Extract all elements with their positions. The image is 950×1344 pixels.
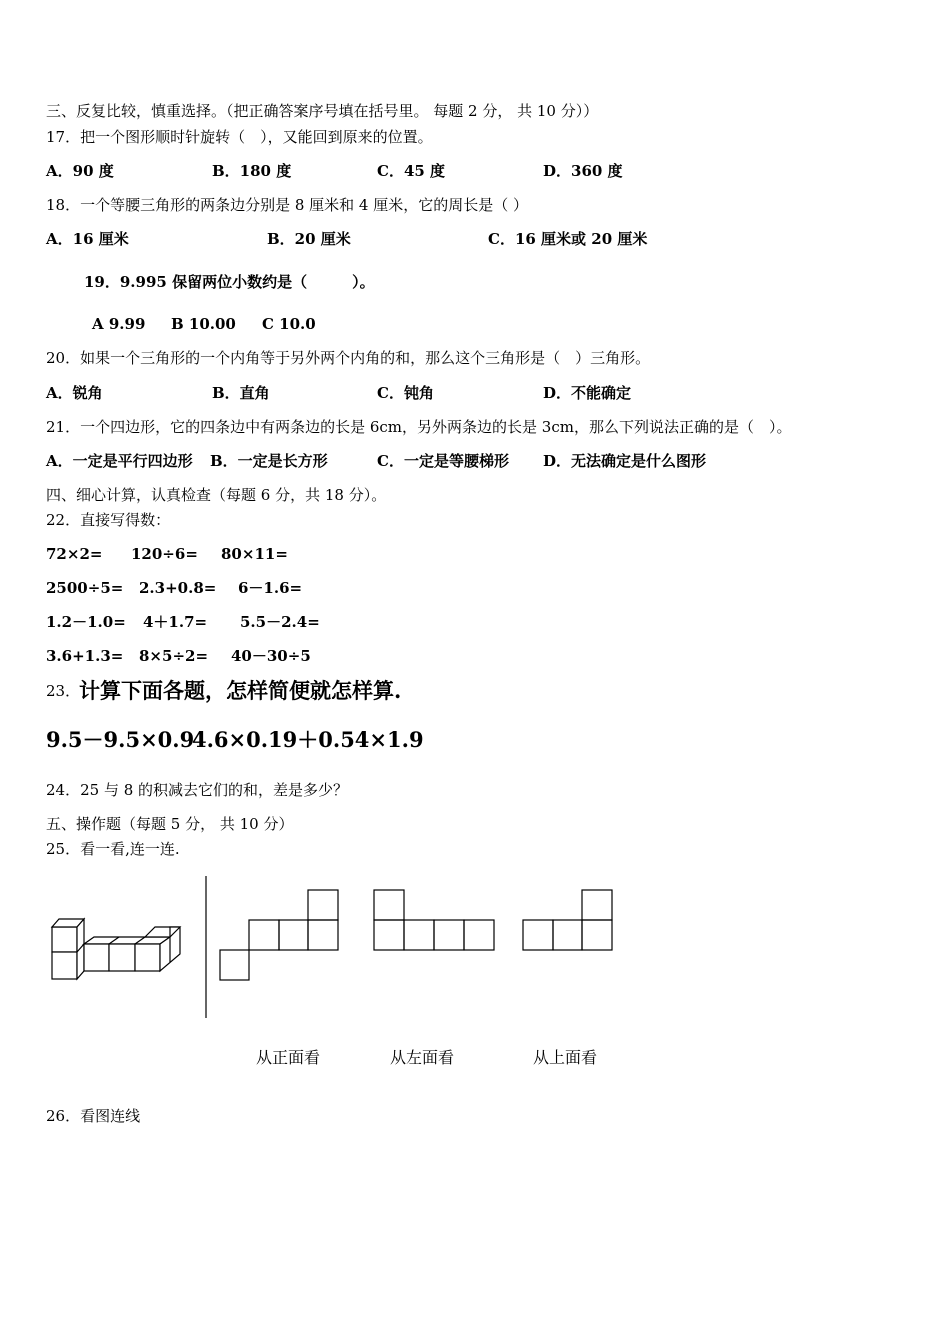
q23-number: 23． (46, 682, 81, 700)
section5-heading: 五、操作题（每题 5 分， 共 10 分） (46, 815, 294, 833)
q21-option-a: A．一定是平行四边形 (46, 452, 193, 470)
view-label-top: 从上面看 (533, 1048, 598, 1067)
q19-option-b: B 10.00 (171, 315, 236, 333)
q22-stem: 22．直接写得数： (46, 511, 171, 529)
calc-item: 80×11= (221, 545, 288, 563)
q23-stem: 计算下面各题，怎样简便就怎样算. (79, 678, 402, 703)
calc-item: 2.3+0.8= (139, 579, 217, 597)
q17-option-c: C．45 度 (377, 162, 446, 180)
q17-option-b: B．180 度 (212, 162, 292, 180)
section3-heading: 三、反复比较，慎重选择。（把正确答案序号填在括号里。 每题 2 分， 共 10 分）） (46, 102, 599, 120)
calc-item: 2500÷5= (46, 579, 124, 597)
q24-stem: 24．25 与 8 的积减去它们的和，差是多少？ (46, 781, 349, 799)
q21-option-c: C．一定是等腰梯形 (377, 452, 509, 470)
calc-item: 8×5÷2= (139, 647, 209, 665)
view-label-left: 从左面看 (390, 1048, 455, 1067)
q17-option-d: D．360 度 (543, 162, 623, 180)
calc-item: 40－30÷5 (231, 647, 311, 665)
calc-item: 4＋1.7= (143, 613, 208, 631)
calc-item: 5.5－2.4= (240, 613, 320, 631)
q19-option-a: A 9.99 (92, 315, 146, 333)
section4-heading: 四、细心计算，认真检查（每题 6 分，共 18 分）。 (46, 486, 387, 504)
q17-option-a: A．90 度 (46, 162, 114, 180)
q23-expr-2: 4.6×0.19＋0.54×1.9 (192, 727, 424, 752)
q20-option-b: B．直角 (212, 384, 270, 402)
q20-option-c: C．钝角 (377, 384, 434, 402)
q19-option-c: C 10.0 (262, 315, 316, 333)
q26-stem: 26．看图连线 (46, 1107, 141, 1125)
calc-item: 3.6+1.3= (46, 647, 124, 665)
q20-option-d: D．不能确定 (543, 384, 632, 402)
view-label-front: 从正面看 (256, 1048, 321, 1067)
q18-option-a: A．16 厘米 (46, 230, 129, 248)
cube-solid-figure (52, 919, 180, 979)
q19-stem: 19．9.995 保留两位小数约是（ ）。 (84, 273, 375, 291)
view-figure-1 (220, 890, 338, 980)
q21-stem: 21．一个四边形，它的四条边中有两条边的长是 6cm，另外两条边的长是 3cm，那么下列说法正确的是（ ）。 (46, 418, 792, 436)
q23-expr-1: 9.5－9.5×0.9 (46, 727, 195, 752)
view-figure-3 (523, 890, 612, 950)
q25-stem: 25．看一看,连一连. (46, 840, 180, 858)
q21-option-b: B．一定是长方形 (210, 452, 328, 470)
q18-stem: 18．一个等腰三角形的两条边分别是 8 厘米和 4 厘米，它的周长是（ ） (46, 196, 529, 214)
q20-option-a: A．锐角 (46, 384, 103, 402)
q17-stem: 17．把一个图形顺时针旋转（ ），又能回到原来的位置。 (46, 128, 433, 146)
q20-stem: 20．如果一个三角形的一个内角等于另外两个内角的和，那么这个三角形是（ ）三角形。 (46, 349, 651, 367)
q18-option-c: C．16 厘米或 20 厘米 (488, 230, 648, 248)
calc-item: 120÷6= (131, 545, 198, 563)
view-figure-2 (374, 890, 494, 950)
q21-option-d: D．无法确定是什么图形 (543, 452, 707, 470)
q18-option-b: B．20 厘米 (267, 230, 351, 248)
calc-item: 72×2= (46, 545, 103, 563)
calc-item: 6－1.6= (238, 579, 303, 597)
calc-item: 1.2－1.0= (46, 613, 126, 631)
